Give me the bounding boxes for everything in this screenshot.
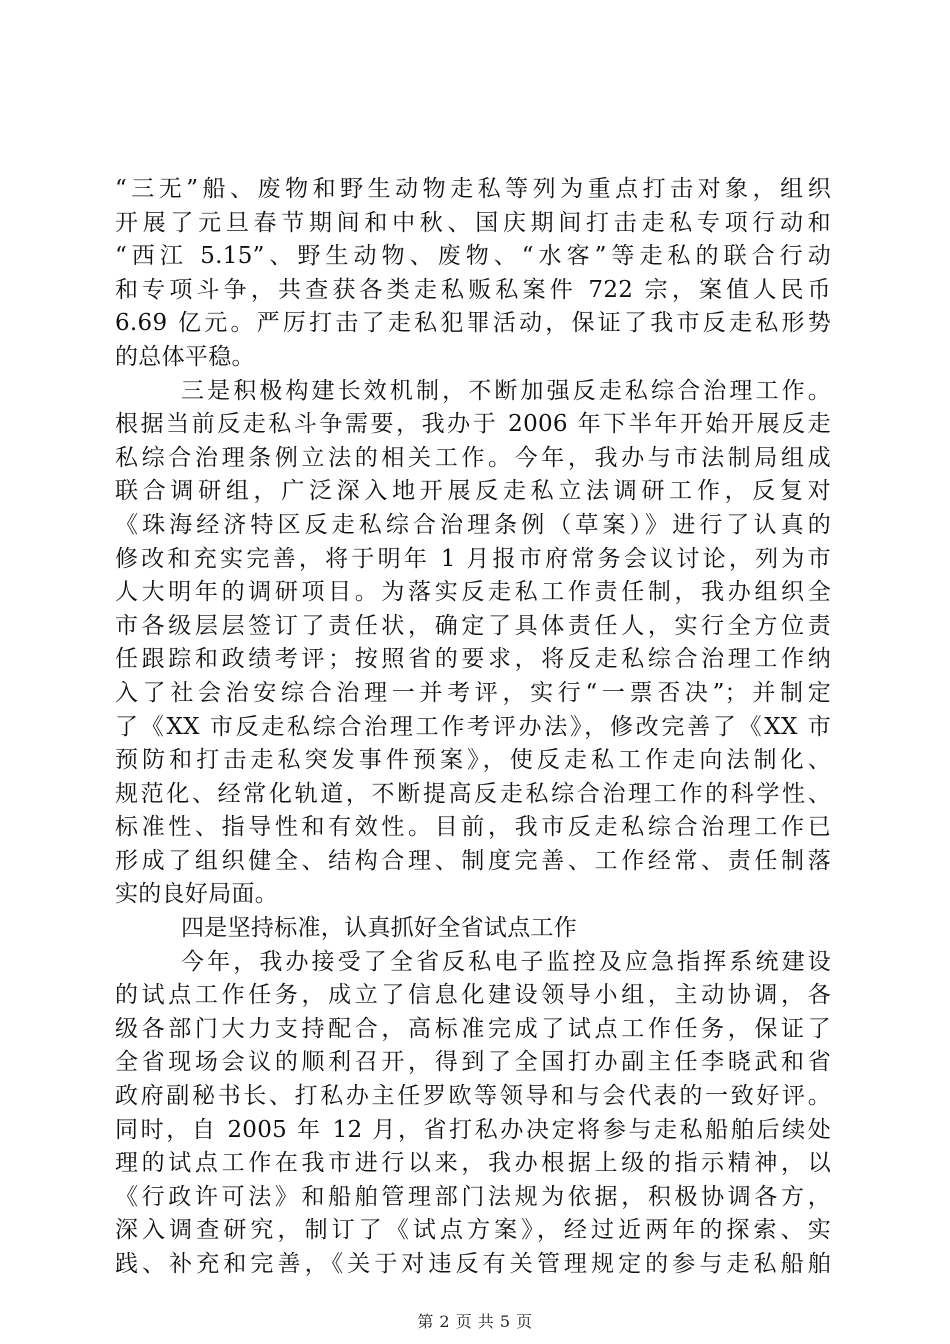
text-line: 形成了组织健全、结构合理、制度完善、工作经常、责任制落 [115,847,831,874]
text-line: 同时，自 2005 年 12 月，省打私办决定将参与走私船舶后续处 [115,1116,831,1143]
text-line: 预防和打击走私突发事件预案》，使反走私工作走向法制化、 [115,747,831,774]
text-line: 四是坚持标准，认真抓好全省试点工作 [181,915,578,942]
page-number-label: 第 2 页 共 5 页 [417,1312,533,1331]
text-line: 私综合治理条例立法的相关工作。今年，我办与市法制局组成 [115,444,831,471]
text-line: 了《XX 市反走私综合治理工作考评办法》，修改完善了《XX 市 [115,713,831,740]
text-line: 实的良好局面。 [115,881,279,908]
paragraph [115,173,831,375]
text-line: 政府副秘书长、打私办主任罗欧等领导和与会代表的一致好评。 [115,1083,831,1110]
text-line: “西江 5.15”、野生动物、废物、“水客”等走私的联合行动 [115,243,831,270]
text-line: 的总体平稳。 [115,343,255,370]
document-body [115,173,831,1282]
text-line: 人大明年的调研项目。为落实反走私工作责任制，我办组织全 [115,579,831,606]
paragraph [115,946,831,1282]
text-line: 入了社会治安综合治理一并考评，实行“一票否决”；并制定 [115,679,831,706]
text-line: 的试点工作任务，成立了信息化建设领导小组，主动协调，各 [115,982,831,1009]
text-line: 修改和充实完善，将于明年 1 月报市府常务会议讨论，列为市 [115,545,831,572]
text-line: 开展了元旦春节期间和中秋、国庆期间打击走私专项行动和 [115,209,831,236]
text-line: 《珠海经济特区反走私综合治理条例（草案）》进行了认真的 [115,511,831,538]
paragraph [115,375,831,913]
section-heading [115,912,831,946]
page-footer [0,1312,950,1332]
text-line: 三是积极构建长效机制，不断加强反走私综合治理工作。 [181,377,831,404]
text-line: 和专项斗争，共查获各类走私贩私案件 722 宗，案值人民币 [115,276,831,303]
text-line: 任跟踪和政绩考评；按照省的要求，将反走私综合治理工作纳 [115,646,831,673]
text-line: 6.69 亿元。严厉打击了走私犯罪活动，保证了我市反走私形势 [115,310,831,337]
text-line: 深入调查研究，制订了《试点方案》，经过近两年的探索、实 [115,1217,831,1244]
text-line: 根据当前反走私斗争需要，我办于 2006 年下半年开始开展反走 [115,411,831,438]
text-line: 理的试点工作在我市进行以来，我办根据上级的指示精神，以 [115,1150,831,1177]
text-line: 规范化、经常化轨道，不断提高反走私综合治理工作的科学性、 [115,780,831,807]
text-line: 《行政许可法》和船舶管理部门法规为依据，积极协调各方， [115,1183,831,1210]
text-line: 市各级层层签订了责任状，确定了具体责任人，实行全方位责 [115,612,831,639]
text-line: 全省现场会议的顺利召开，得到了全国打办副主任李晓武和省 [115,1049,831,1076]
text-line: 今年，我办接受了全省反私电子监控及应急指挥系统建设 [181,948,831,975]
text-line: “三无”船、废物和野生动物走私等列为重点打击对象，组织 [115,176,831,202]
text-line: 践、补充和完善，《关于对违反有关管理规定的参与走私船舶 [115,1251,831,1277]
text-line: 级各部门大力支持配合，高标准完成了试点工作任务，保证了 [115,1015,831,1042]
text-line: 标准性、指导性和有效性。目前，我市反走私综合治理工作已 [115,814,831,841]
text-line: 联合调研组，广泛深入地开展反走私立法调研工作，反复对 [115,478,831,505]
